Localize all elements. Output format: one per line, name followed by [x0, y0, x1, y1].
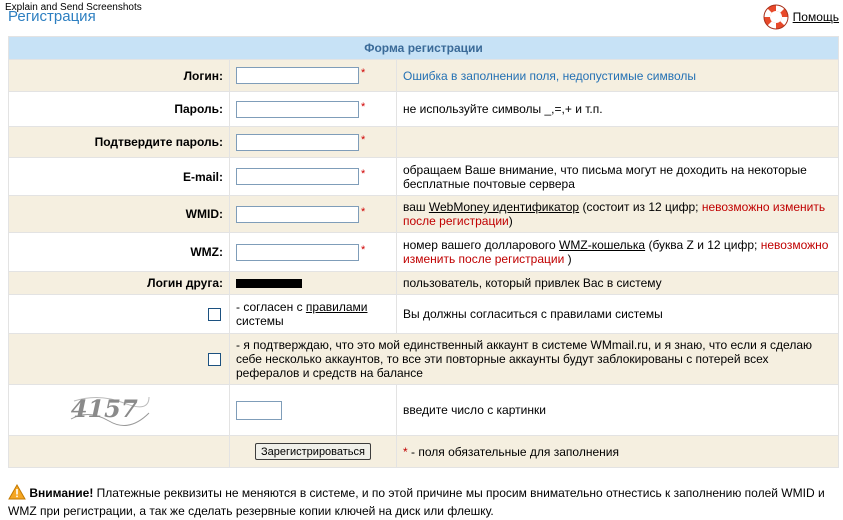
lifebuoy-icon: [762, 3, 790, 31]
wmz-note-middle: (буква Z и 12 цифр;: [645, 238, 761, 252]
email-label: E-mail:: [9, 158, 229, 195]
wmz-label: WMZ:: [9, 233, 229, 271]
single-account-row: [9, 334, 838, 384]
captcha-image: [69, 389, 151, 429]
wmz-row: [9, 233, 838, 271]
legend-star: *: [403, 444, 408, 459]
wmz-input[interactable]: [236, 244, 359, 261]
warning-icon: [8, 484, 26, 500]
agree-text: [230, 295, 396, 333]
captcha-row: [9, 385, 838, 435]
agree-checkbox[interactable]: [208, 308, 221, 321]
friend-row: [9, 272, 838, 294]
required-mark: *: [361, 243, 366, 256]
required-legend: [397, 436, 838, 467]
single-account-text: - я подтверждаю, что это мой единственный аккаунт в системе WMmail.ru, и я знаю, что если я сделаю себе несколько аккаунтов, то все эти повторные аккаунты будут заблокированы с потерей всех рефералов и средств на балансе: [230, 334, 838, 384]
login-row: [9, 60, 838, 91]
registration-form: [8, 36, 839, 468]
agree-text-prefix: - согласен с: [236, 300, 306, 314]
login-label: Логин:: [9, 60, 229, 91]
captcha-input[interactable]: [236, 401, 282, 420]
wmid-note-middle: (состоит из 12 цифр;: [579, 200, 702, 214]
app-title: Explain and Send Screenshots: [5, 2, 142, 13]
agree-row: [9, 295, 838, 333]
required-mark: *: [361, 205, 366, 218]
email-note: обращаем Ваше внимание, что письма могут не доходить на некоторые бесплатные почтовые сервера: [397, 158, 838, 195]
wmid-note-suffix: ): [508, 214, 513, 228]
required-mark: *: [361, 100, 366, 113]
wmid-note: [397, 196, 838, 232]
wmid-input[interactable]: [236, 206, 359, 223]
friend-login-redacted: [236, 279, 302, 288]
captcha-digits: 4157: [69, 393, 141, 423]
agree-text-suffix: системы: [236, 314, 284, 328]
agree-note: Вы должны согласиться с правилами системы: [397, 295, 838, 333]
password-row: [9, 92, 838, 126]
friend-note: пользователь, который привлек Вас в систему: [397, 272, 838, 294]
required-mark: *: [361, 168, 366, 180]
confirm-password-input[interactable]: [236, 134, 359, 151]
wmz-warning: невозможно изменить после регистрации: [403, 238, 829, 266]
warning-title: Внимание!: [29, 486, 94, 500]
wmid-label: WMID:: [9, 196, 229, 232]
submit-row: [9, 436, 838, 467]
confirm-note: [397, 127, 838, 157]
captcha-note: введите число с картинки: [397, 385, 838, 435]
password-input[interactable]: [236, 101, 359, 118]
confirm-label: Подтвердите пароль:: [9, 127, 229, 157]
password-note: не используйте символы _,=,+ и т.п.: [397, 92, 838, 126]
login-input[interactable]: [236, 67, 359, 84]
email-row: [9, 158, 838, 195]
wmid-warning: невозможно изменить после регистрации: [403, 200, 826, 228]
wmz-help-link[interactable]: WMZ-кошелька: [559, 238, 646, 252]
friend-label: Логин друга:: [9, 272, 229, 294]
required-mark: *: [361, 133, 366, 146]
wmz-note-prefix: номер вашего долларового: [403, 238, 560, 252]
rules-link[interactable]: правилами: [305, 300, 368, 314]
warning-notice: [8, 484, 838, 520]
form-header: Форма регистрации: [9, 37, 838, 59]
wmid-note-prefix: ваш: [403, 200, 429, 214]
wmz-note: [397, 233, 838, 271]
wmid-row: [9, 196, 838, 232]
warning-text: Платежные реквизиты не меняются в системе, и по этой причине мы просим внимательно отнестись к заполнению полей WMID и WMZ при регистрации, а так же сделать резервные копии ключей на диск или флешку.: [8, 486, 825, 518]
password-label: Пароль:: [9, 92, 229, 126]
login-error: Ошибка в заполнении поля, недопустимые символы: [397, 60, 838, 91]
wmz-note-suffix: ): [564, 252, 572, 266]
help-link[interactable]: [762, 3, 839, 31]
confirm-row: [9, 127, 838, 157]
help-label[interactable]: Помощь: [792, 10, 839, 24]
page-title: Регистрация: [8, 8, 96, 25]
register-button[interactable]: Зарегистрироваться: [255, 443, 371, 460]
wmid-help-link[interactable]: WebMoney идентификатор: [428, 200, 580, 214]
legend-text: - поля обязательные для заполнения: [407, 444, 619, 459]
email-input[interactable]: [236, 168, 359, 185]
required-mark: *: [361, 67, 366, 79]
single-account-checkbox[interactable]: [208, 353, 221, 366]
